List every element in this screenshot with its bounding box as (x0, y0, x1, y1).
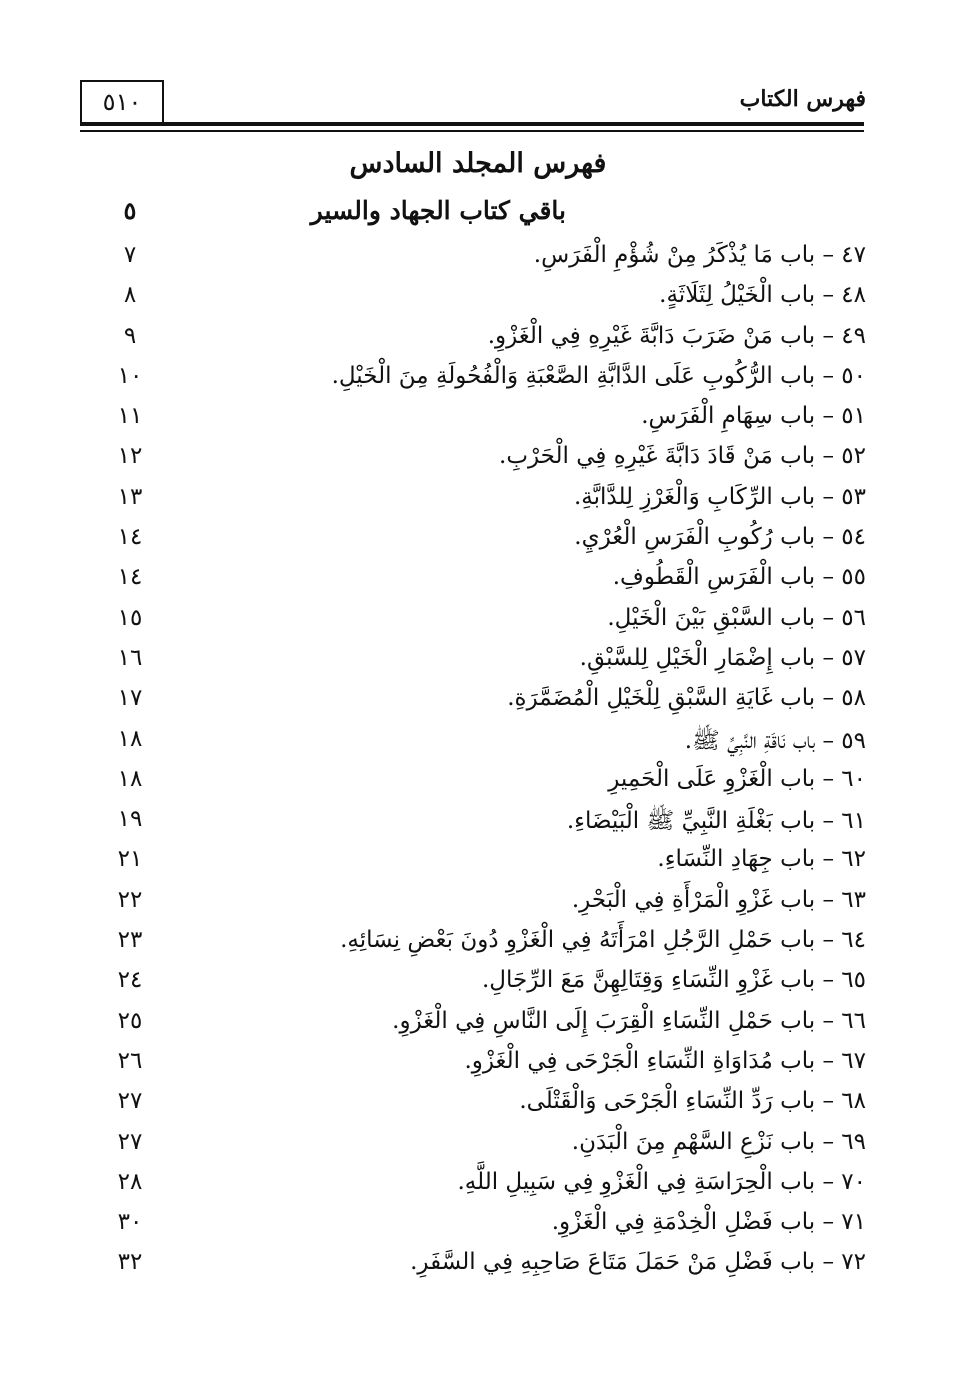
toc-entry (0, 1084, 956, 1124)
entry-page-number: ٢٣ (117, 927, 143, 954)
entry-page-number: ٢٥ (117, 1007, 143, 1034)
toc-entry (0, 238, 956, 278)
entry-title: ٦٠ – باب الْغَزْوِ عَلَى الْحَمِيرِ (608, 765, 866, 792)
entry-title: ٦٥ – باب غَزْوِ النِّسَاءِ وَقِتَالِهِنَّ مَعَ الرِّجَالِ. (481, 967, 866, 994)
entry-page-number: ١٣ (117, 483, 143, 510)
entry-page-number: ١٨ (117, 765, 143, 792)
entry-page-number: ٣٠ (117, 1209, 143, 1236)
toc-entry (0, 1044, 956, 1084)
entry-title: ٦٩ – باب نَزْعِ السَّهْمِ مِنَ الْبَدَنِ. (571, 1128, 866, 1155)
volume-title: فهرس المجلد السادس (349, 148, 607, 179)
toc-entry (0, 359, 956, 399)
entry-title: ٥٥ – باب الْفَرَسِ الْقَطُوفِ. (612, 564, 866, 591)
toc-entry (0, 439, 956, 479)
entry-page-number: ١٤ (117, 564, 143, 591)
section-page-number: ٥ (123, 196, 137, 225)
entry-title: ٦١ – باب بَغْلَةِ النَّبِيِّ ﷺ الْبَيْضَاءِ. (566, 808, 866, 835)
section-title: باقي كتاب الجهاد والسير (310, 196, 566, 225)
toc-entry (0, 1245, 956, 1285)
entry-page-number: ٢١ (117, 846, 143, 873)
entry-page-number: ٢٤ (117, 967, 143, 994)
entry-title: ٤٩ – باب مَنْ ضَرَبَ دَابَّةَ غَيْرِهِ فِي الْغَزْوِ. (487, 322, 866, 349)
entry-page-number: ٣٢ (117, 1249, 143, 1276)
entry-title: ٤٨ – باب الْخَيْلُ لِثَلَاثَةٍ. (659, 282, 866, 309)
toc-entry (0, 1004, 956, 1044)
header-rule-thick (80, 122, 864, 126)
toc-entry (0, 319, 956, 359)
entry-page-number: ١٩ (117, 806, 143, 833)
entry-page-number: ١١ (117, 403, 143, 430)
toc-entry (0, 1165, 956, 1205)
toc-entry (0, 399, 956, 439)
toc-entry (0, 963, 956, 1003)
toc-entry (0, 842, 956, 882)
toc-entry (0, 923, 956, 963)
toc-entry (0, 1125, 956, 1165)
toc-entry (0, 520, 956, 560)
entry-page-number: ١٥ (117, 604, 143, 631)
entry-title: ٧١ – باب فَضْلِ الْخِدْمَةِ فِي الْغَزْوِ. (551, 1209, 866, 1236)
running-header: فهرس الكتاب (739, 86, 866, 112)
entry-page-number: ١٨ (117, 725, 143, 752)
entry-title: ٦٧ – باب مُدَاوَاةِ النِّسَاءِ الْجَرْحَى فِي الْغَزْوِ. (464, 1047, 866, 1074)
toc-entry (0, 480, 956, 520)
toc-entries (0, 238, 956, 1286)
entry-page-number: ١٤ (117, 524, 143, 551)
entry-title: ٦٨ – باب رَدِّ النِّسَاءِ الْجَرْحَى وَالْقَتْلَى. (519, 1088, 866, 1115)
entry-page-number: ٢٧ (117, 1128, 143, 1155)
toc-entry (0, 1205, 956, 1245)
entry-title: ٧٠ – باب الْحِرَاسَةِ فِي الْغَزْوِ فِي سَبِيلِ اللَّهِ. (457, 1168, 866, 1195)
header-rule-thin (80, 130, 864, 132)
entry-title: ٤٧ – باب مَا يُذْكَرُ مِنْ شُؤْمِ الْفَرَسِ. (533, 242, 866, 268)
toc-entry (0, 601, 956, 641)
page-number: ٥١٠ (80, 80, 164, 122)
entry-title: ٥٣ – باب الرِّكَابِ وَالْغَرْزِ لِلدَّابَّةِ. (573, 483, 866, 510)
entry-page-number: ٨ (123, 282, 137, 309)
entry-title: ٦٢ – باب جِهَادِ النِّسَاءِ. (657, 846, 866, 873)
entry-title: ٥٦ – باب السَّبْقِ بَيْنَ الْخَيْلِ. (607, 604, 866, 631)
entry-title: ٥١ – باب سِهَامِ الْفَرَسِ. (641, 403, 866, 430)
toc-entry (0, 641, 956, 681)
entry-title: ٥٤ – باب رُكُوبِ الْفَرَسِ الْعُرْيِ. (574, 524, 866, 551)
entry-title: ٥٩ – باب نَاقَةِ النَّبِيِّ ﷺ. (684, 727, 866, 754)
toc-entry (0, 762, 956, 802)
entry-title: ٦٤ – باب حَمْلِ الرَّجُلِ امْرَأَتَهُ فِي الْغَزْوِ دُونَ بَعْضِ نِسَائِهِ. (340, 927, 866, 954)
entry-title: ٥٠ – باب الرُّكُوبِ عَلَى الدَّابَّةِ الصَّعْبَةِ وَالْفُحُولَةِ مِنَ الْخَيْلِ. (331, 362, 866, 389)
entry-page-number: ١٧ (117, 685, 143, 712)
entry-page-number: ١٦ (117, 644, 143, 671)
toc-entry (0, 681, 956, 721)
entry-page-number: ٧ (123, 242, 137, 268)
toc-entry (0, 802, 956, 842)
entry-page-number: ١٢ (117, 443, 143, 470)
entry-page-number: ٢٦ (117, 1047, 143, 1074)
toc-entry (0, 883, 956, 923)
entry-page-number: ٢٧ (117, 1088, 143, 1115)
entry-title: ٦٦ – باب حَمْلِ النِّسَاءِ الْقِرَبَ إِلَى النَّاسِ فِي الْغَزْوِ. (392, 1007, 866, 1034)
toc-entry (0, 560, 956, 600)
toc-entry (0, 278, 956, 318)
entry-page-number: ٢٨ (117, 1168, 143, 1195)
entry-title: ٥٢ – باب مَنْ قَادَ دَابَّةَ غَيْرِهِ فِي الْحَرْبِ. (499, 443, 866, 470)
entry-title: ٦٣ – باب غَزْوِ الْمَرْأَةِ فِي الْبَحْرِ. (571, 886, 866, 913)
toc-entry (0, 722, 956, 762)
entry-title: ٥٨ – باب غَايَةِ السَّبْقِ لِلْخَيْلِ الْمُضَمَّرَةِ. (507, 685, 866, 712)
entry-title: ٥٧ – باب إِضْمَارِ الْخَيْلِ لِلسَّبْقِ. (579, 644, 866, 671)
entry-page-number: ١٠ (117, 362, 143, 389)
entry-title: ٧٢ – باب فَضْلِ مَنْ حَمَلَ مَتَاعَ صَاحِبِهِ فِي السَّفَرِ. (410, 1249, 866, 1276)
entry-page-number: ٩ (123, 322, 137, 349)
entry-page-number: ٢٢ (117, 886, 143, 913)
